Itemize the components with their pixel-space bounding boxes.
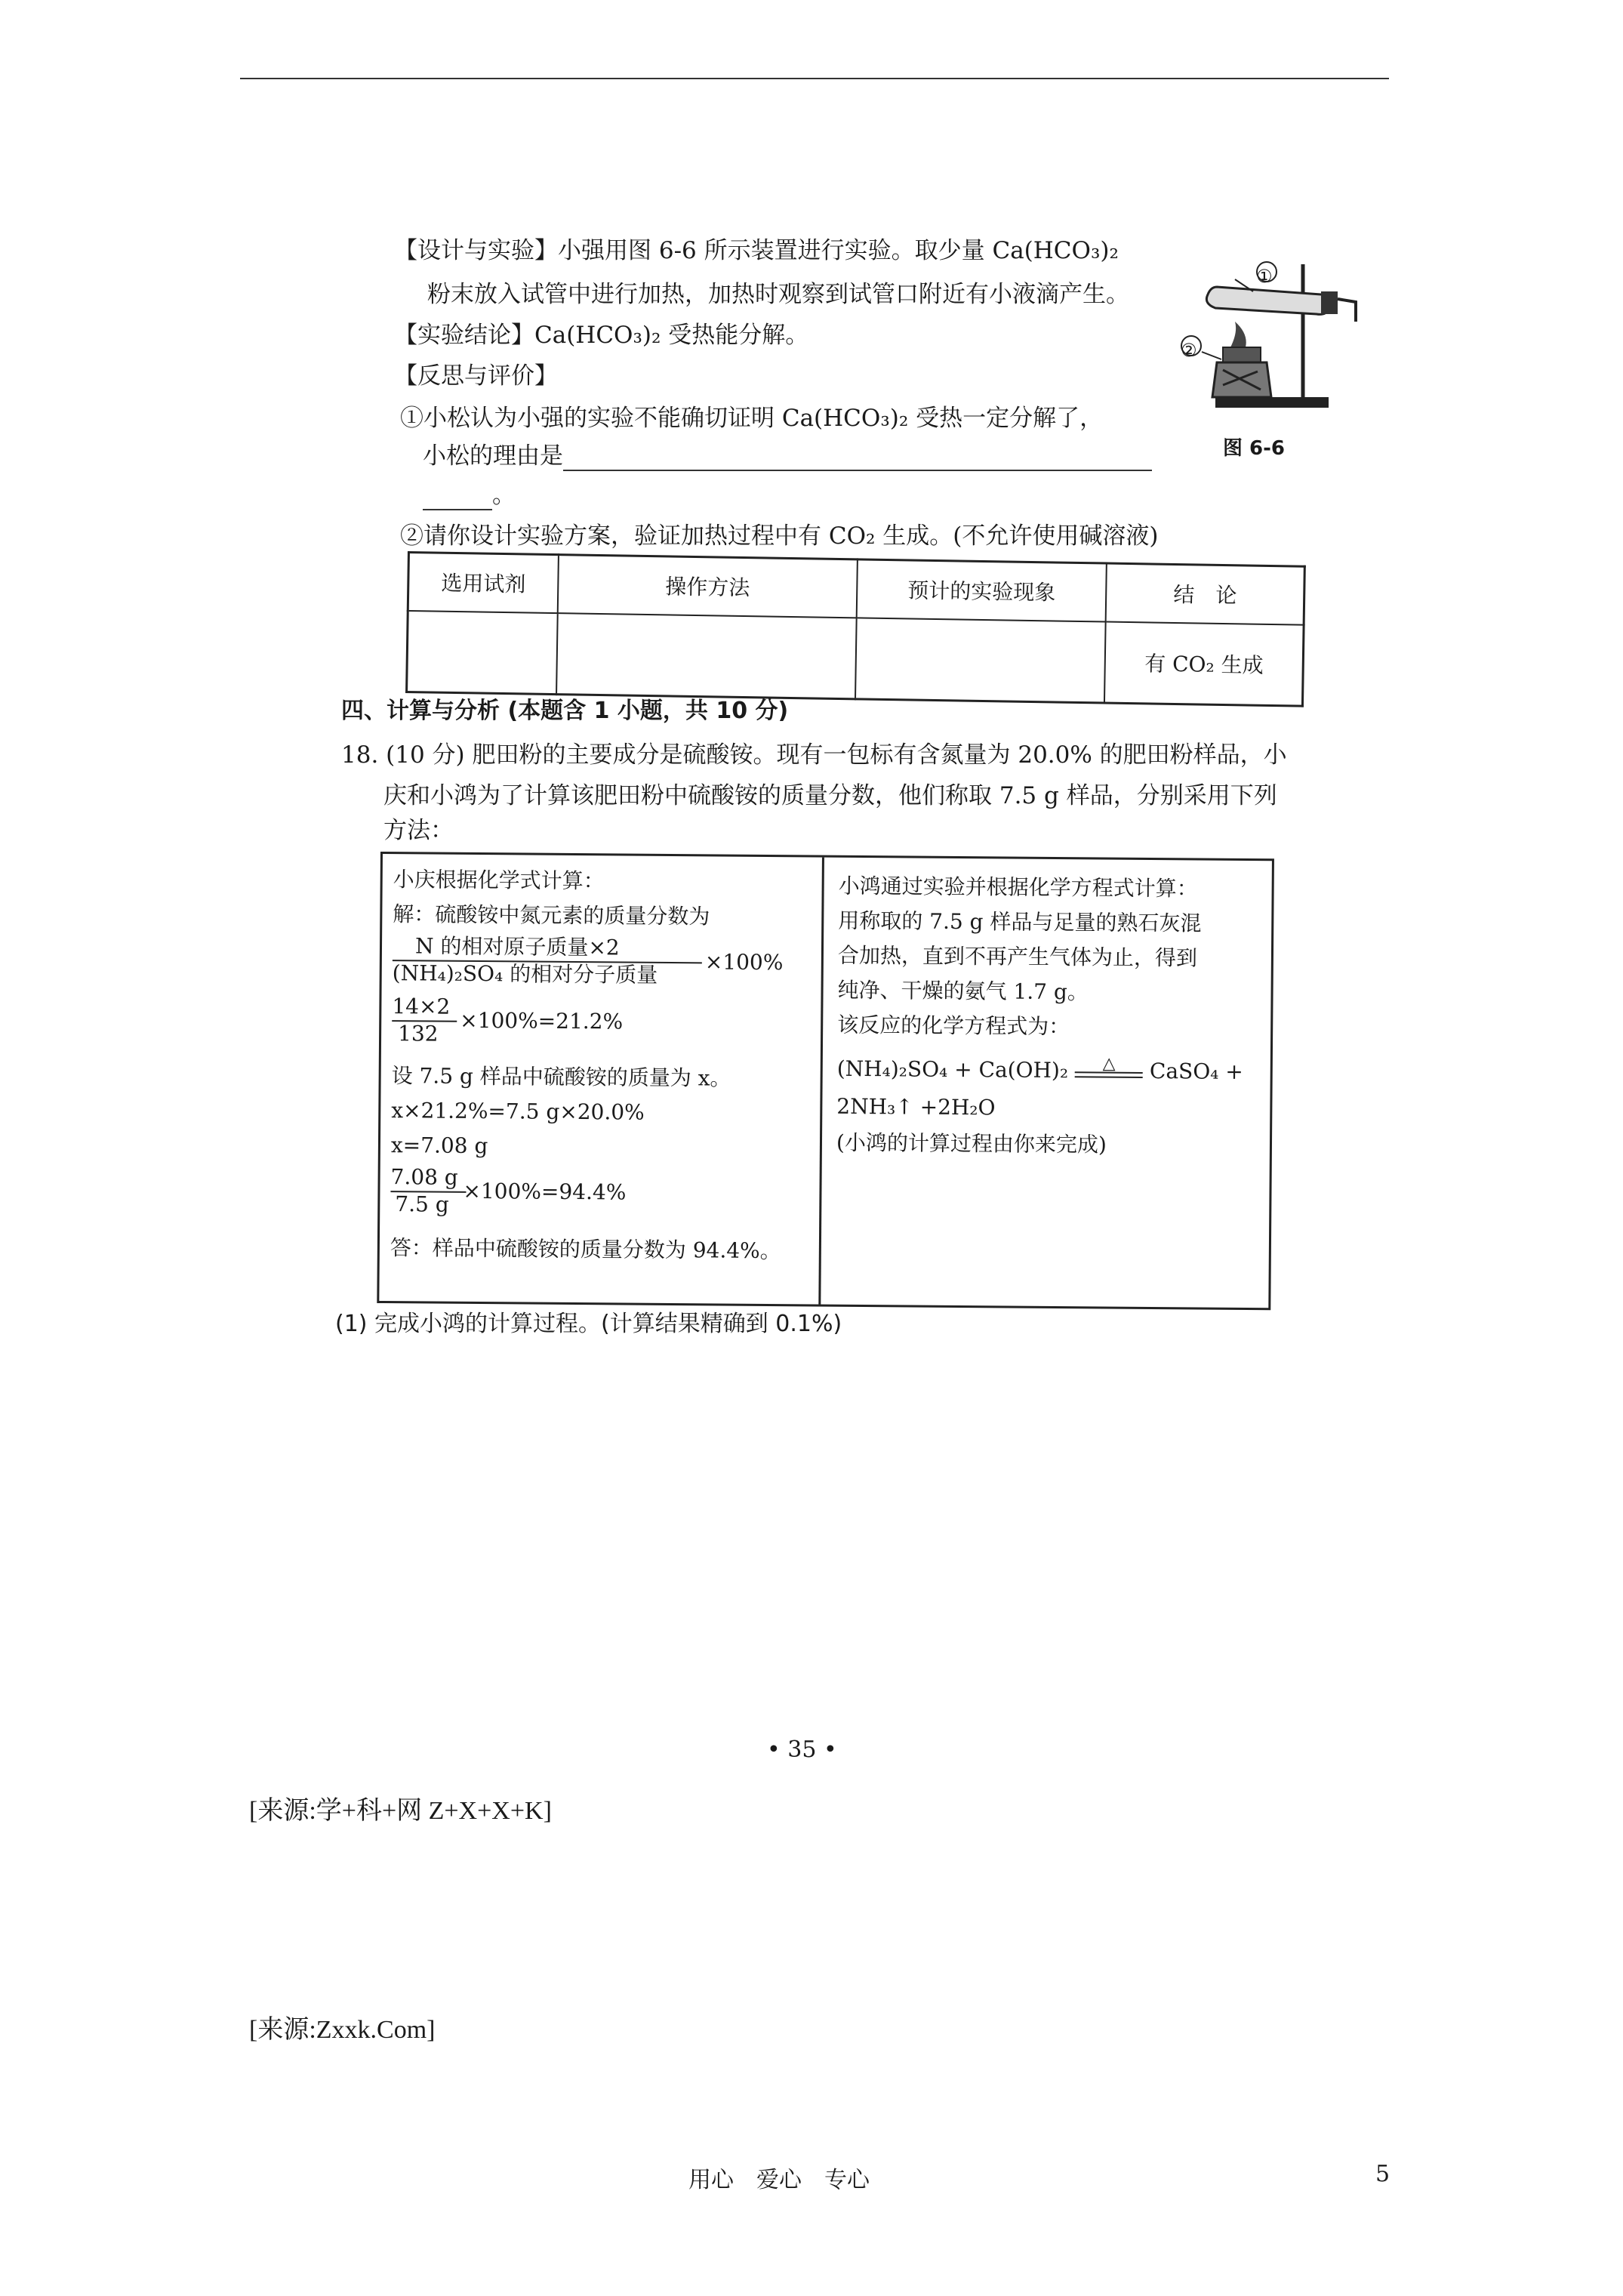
fraction-3-result: ×100%=94.4% [463, 1178, 627, 1205]
left-solve: 解：硫酸铵中氮元素的质量分数为 [393, 901, 710, 929]
table-header-phenomenon: 预计的实验现象 [857, 559, 1107, 621]
period: 。 [492, 482, 516, 509]
left-answer: 答：样品中硫酸铵的质量分数为 94.4%。 [390, 1235, 781, 1264]
fraction-2-denominator: 132 [397, 1021, 439, 1046]
table-header-reagent: 选用试剂 [408, 553, 559, 613]
right-line-2: 用称取的 7.5 g 样品与足量的熟石灰混 [838, 908, 1202, 936]
footer-page-number: 5 [1375, 2161, 1390, 2187]
q18-line-3: 方法： [383, 817, 454, 844]
equation-arrow [1075, 1054, 1143, 1078]
fraction-3 [390, 1165, 474, 1219]
sub-question-1: (1) 完成小鸿的计算过程。(计算结果精确到 0.1%) [335, 1311, 842, 1337]
left-title: 小庆根据化学式计算： [393, 867, 605, 894]
fraction-2 [392, 994, 460, 1048]
fraction-1-denominator: (NH₄)₂SO₄ 的相对分子质量 [392, 960, 658, 988]
question-1-line-2 [423, 441, 1152, 471]
reaction-equation-line-2: 2NH₃↑ +2H₂O [836, 1093, 996, 1120]
right-line-1: 小鸿通过实验并根据化学方程式计算： [838, 873, 1198, 901]
fraction-3-numerator: 7.08 g [390, 1164, 458, 1190]
fraction-3-denominator: 7.5 g [395, 1191, 449, 1217]
reaction-equation [837, 1056, 1243, 1086]
left-eq1: x×21.2%=7.5 g×20.0% [391, 1098, 645, 1125]
table-cell-phenomenon[interactable] [855, 618, 1106, 703]
figure-label-2: ② [1181, 340, 1197, 361]
equation-reactants: (NH₄)₂SO₄ + Ca(OH)₂ [836, 1056, 1069, 1083]
design-line-1: 【设计与实验】小强用图 6-6 所示装置进行实验。取少量 Ca(HCO₃)₂ [394, 237, 1119, 264]
figure-label-1: ① [1256, 266, 1273, 287]
right-line-3: 合加热，直到不再产生气体为止，得到 [837, 942, 1198, 971]
figure-caption: 图 6-6 [1223, 437, 1286, 460]
fraction-1-numerator: N 的相对原子质量×2 [414, 933, 620, 960]
design-line-2: 粉末放入试管中进行加热，加热时观察到试管口附近有小液滴产生。 [427, 281, 1129, 308]
fraction-2-numerator: 14×2 [392, 994, 451, 1019]
section-4-heading: 四、计算与分析 (本题含 1 小题，共 10 分) [341, 698, 789, 724]
fraction-1-times: ×100% [704, 949, 784, 975]
experiment-conclusion: 【实验结论】Ca(HCO₃)₂ 受热能分解。 [394, 322, 809, 349]
footer-motto: 用心 爱心 专心 [688, 2167, 870, 2193]
right-line-8: (小鸿的计算过程由你来完成) [836, 1130, 1107, 1157]
right-line-5: 该反应的化学方程式为： [837, 1012, 1070, 1040]
source-note-2: [来源:Zxxk.Com] [249, 2016, 436, 2044]
q18-line-1: 18. (10 分) 肥田粉的主要成分是硫酸铵。现有一包标有含氮量为 20.0% 的肥田粉样品，小 [341, 741, 1287, 769]
question-1-line-1: ①小松认为小强的实验不能确切证明 Ca(HCO₃)₂ 受热一定分解了， [400, 405, 1104, 432]
table-header-method: 操作方法 [558, 555, 858, 618]
reflection-heading: 【反思与评价】 [394, 362, 558, 390]
q18-line-2: 庆和小鸿为了计算该肥田粉中硫酸铵的质量分数，他们称取 7.5 g 样品，分别采用下列 [383, 782, 1277, 809]
table-cell-reagent[interactable] [407, 611, 558, 695]
fraction-2-result: ×100%=21.2% [460, 1007, 624, 1034]
inner-page-number: • 35 • [767, 1737, 837, 1763]
question-1-reason-label: 小松的理由是 [423, 442, 563, 470]
top-rule [240, 78, 1389, 79]
answer-blank-2[interactable] [423, 483, 492, 510]
table-cell-conclusion: 有 CO₂ 生成 [1104, 621, 1304, 706]
left-eq2: x=7.08 g [390, 1133, 488, 1159]
answer-blank-1[interactable] [563, 442, 1152, 471]
left-set: 设 7.5 g 样品中硫酸铵的质量为 x。 [391, 1063, 731, 1091]
heat-symbol: △ [1102, 1054, 1116, 1074]
equation-products: CaSO₄ + [1149, 1059, 1243, 1084]
table-cell-method[interactable] [556, 613, 856, 699]
solution-box [377, 852, 1274, 1310]
question-1-line-3 [423, 480, 516, 510]
box-divider [818, 858, 824, 1305]
experiment-design-table [405, 551, 1306, 707]
source-note-1: [来源:学+科+网 Z+X+X+K] [249, 1797, 552, 1825]
question-2: ②请你设计实验方案，验证加热过程中有 CO₂ 生成。(不允许使用碱溶液) [400, 522, 1159, 550]
right-line-4: 纯净、干燥的氨气 1.7 g。 [837, 977, 1089, 1005]
fraction-1 [393, 934, 710, 989]
table-header-conclusion: 结 论 [1106, 563, 1304, 624]
